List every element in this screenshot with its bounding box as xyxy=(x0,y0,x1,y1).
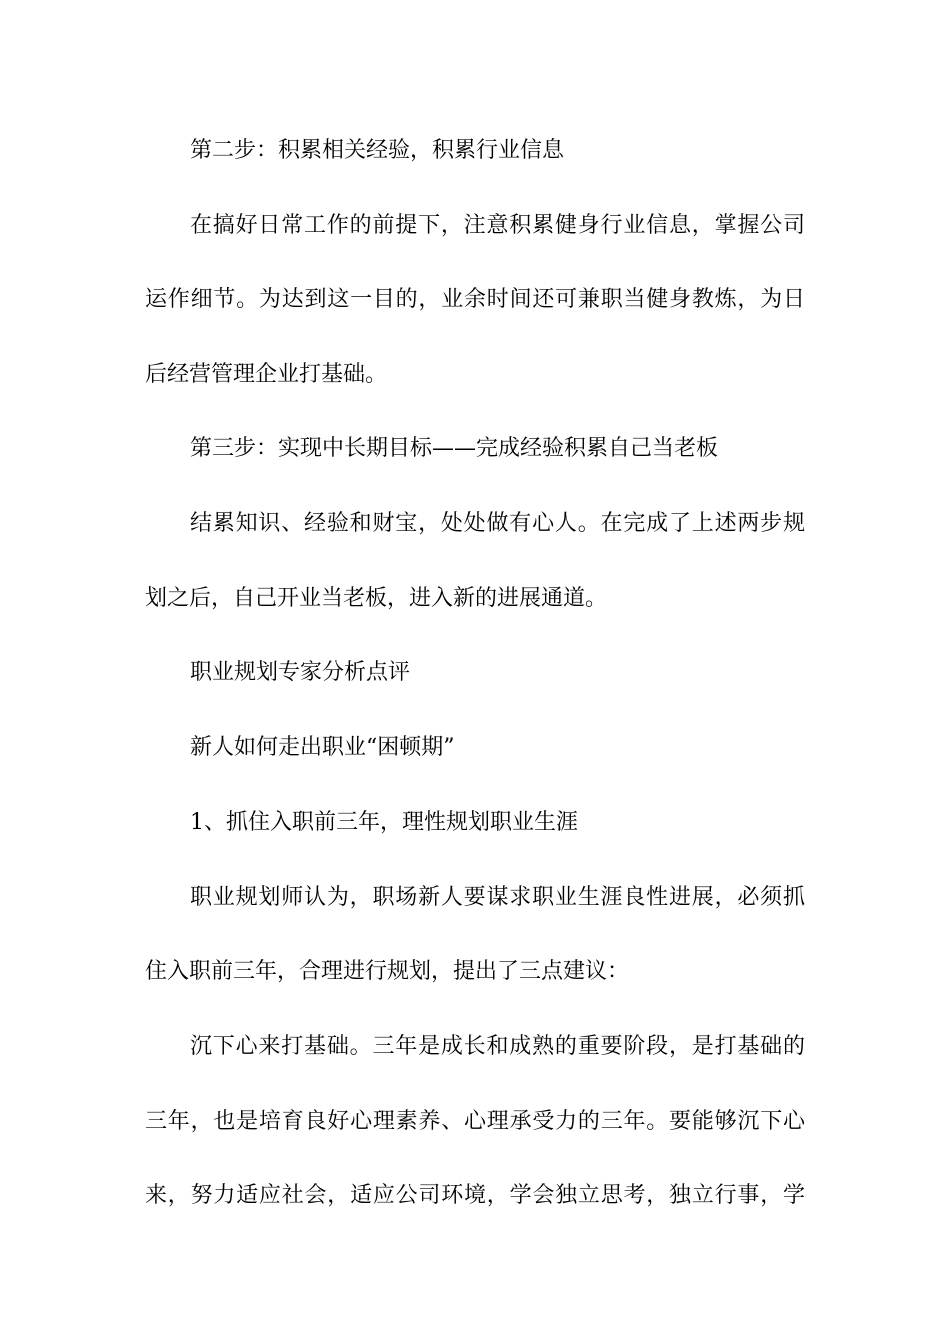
paragraph-line: 划之后，自己开业当老板，进入新的进展通道。 xyxy=(145,586,608,611)
paragraph-line: 住入职前三年，合理进行规划，提出了三点建议： xyxy=(145,959,630,984)
section-heading: 职业规划专家分析点评 xyxy=(190,660,411,685)
section-subheading: 新人如何走出职业“困顿期” xyxy=(190,735,455,760)
paragraph-line: 三年，也是培育良好心理素养、心理承受力的三年。要能够沉下心 xyxy=(145,1109,805,1134)
paragraph-line: 在搞好日常工作的前提下，注意积累健身行业信息，掌握公司 xyxy=(190,213,805,238)
heading-step-two: 第二步：积累相关经验，积累行业信息 xyxy=(190,138,565,163)
paragraph-line: 来，努力适应社会，适应公司环境，学会独立思考，独立行事，学 xyxy=(145,1183,805,1208)
paragraph-line: 运作细节。为达到这一目的，业余时间还可兼职当健身教炼，为日 xyxy=(145,287,805,312)
numbered-heading: 1、抓住入职前三年，理性规划职业生涯 xyxy=(190,810,578,835)
paragraph-line: 沉下心来打基础。三年是成长和成熟的重要阶段，是打基础的 xyxy=(190,1034,805,1059)
paragraph-line: 职业规划师认为，职场新人要谋求职业生涯良性进展，必须抓 xyxy=(190,885,805,910)
paragraph-line: 结累知识、经验和财宝，处处做有心人。在完成了上述两步规 xyxy=(190,511,805,536)
paragraph-line: 后经营管理企业打基础。 xyxy=(145,362,388,387)
heading-step-three: 第三步：实现中长期目标——完成经验积累自己当老板 xyxy=(190,436,719,461)
